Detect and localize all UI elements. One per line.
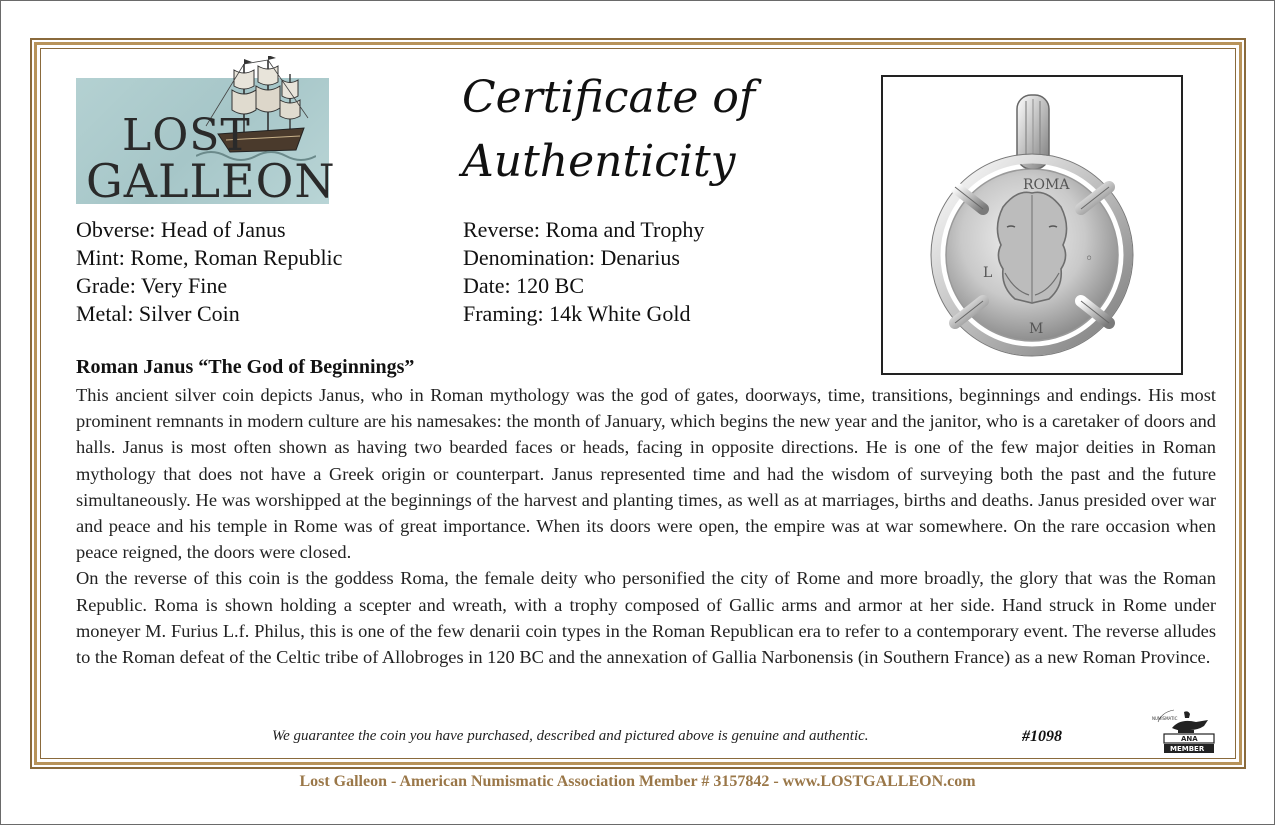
svg-text:L: L [983, 265, 993, 281]
svg-text:◦: ◦ [1085, 251, 1094, 267]
spec-denomination: Denomination: Denarius [463, 245, 680, 270]
spec-metal: Metal: Silver Coin [76, 301, 240, 326]
guarantee-statement: We guarantee the coin you have purchased, described and pictured above is genuine and authentic. [272, 728, 869, 744]
specs-left-column [76, 216, 456, 328]
spec-obverse: Obverse: Head of Janus [76, 217, 286, 242]
ana-label: ANA [1181, 735, 1198, 743]
logo-text-galleon: GALLEON [86, 154, 336, 208]
certificate-number: #1098 [1022, 728, 1062, 745]
ana-member-badge [1150, 708, 1224, 756]
ana-member-label: MEMBER [1170, 745, 1205, 753]
logo-text-lost: LOST [122, 110, 251, 161]
specs-right-column [463, 216, 863, 328]
coin-photo [881, 75, 1183, 375]
janus-coin-pendant-icon [883, 77, 1181, 373]
spec-date: Date: 120 BC [463, 273, 584, 298]
description-paragraph-reverse: On the reverse of this coin is the goddess Roma, the female deity who personified the city of Rome and more broadly, the glory that was the Roman Republic. Roma is shown holding a scepter and wreath, with a trophy composed of Gallic arms and armor at her side. Hand struck in Rome under moneyer M. Furius L.f. Philus, this is one of the few denarii coin types in the Roman Republican era to refer to a contemporary event. The reverse alludes to the Roman defeat of the Celtic tribe of Allobroges in 120 BC and the annexation of Gallia Narbonensis (in Southern France) as a new Roman Province. [76, 568, 1216, 668]
footer-membership-line: Lost Galleon - American Numismatic Association Member # 3157842 - www.LOSTGALLEON.com [299, 773, 976, 790]
certificate-title: Certificate of Authenticity [462, 72, 756, 187]
description-paragraph-obverse: This ancient silver coin depicts Janus, who in Roman mythology was the god of gates, doorways, time, transitions, beginnings and endings. His most prominent remnants in modern culture are his namesakes: the month of January, which begins the new year and the janitor, who is a caretaker of doors and halls. Janus is most often shown as having two bearded faces or heads, facing in opposite directions. He is one of the few major deities in Roman mythology that does not have a Greek origin or counterpart. Janus represented time and had the wisdom of surveying both the past and the future simultaneously. He was worshipped at the beginnings of the harvest and planting times, as well as at marriages, births and deaths. Janus presided over war and peace and his temple in Rome was of great importance. When its doors were open, the empire was at war somewhere. On the rare occasion when peace reigned, the doors were closed. [76, 385, 1216, 563]
lost-galleon-logo [76, 78, 336, 208]
svg-text:ROMA: ROMA [1023, 177, 1070, 193]
spec-grade: Grade: Very Fine [76, 273, 228, 298]
svg-text:M: M [1029, 321, 1044, 337]
description-body [76, 382, 1216, 670]
spec-reverse: Reverse: Roma and Trophy [463, 217, 705, 242]
spec-framing: Framing: 14k White Gold [463, 301, 691, 326]
ana-arc-text: NUMISMATIC [1152, 716, 1178, 721]
description-heading: Roman Janus “The God of Beginnings” [76, 356, 415, 378]
ana-lamp-icon [1172, 711, 1208, 733]
spec-mint: Mint: Rome, Roman Republic [76, 245, 343, 270]
